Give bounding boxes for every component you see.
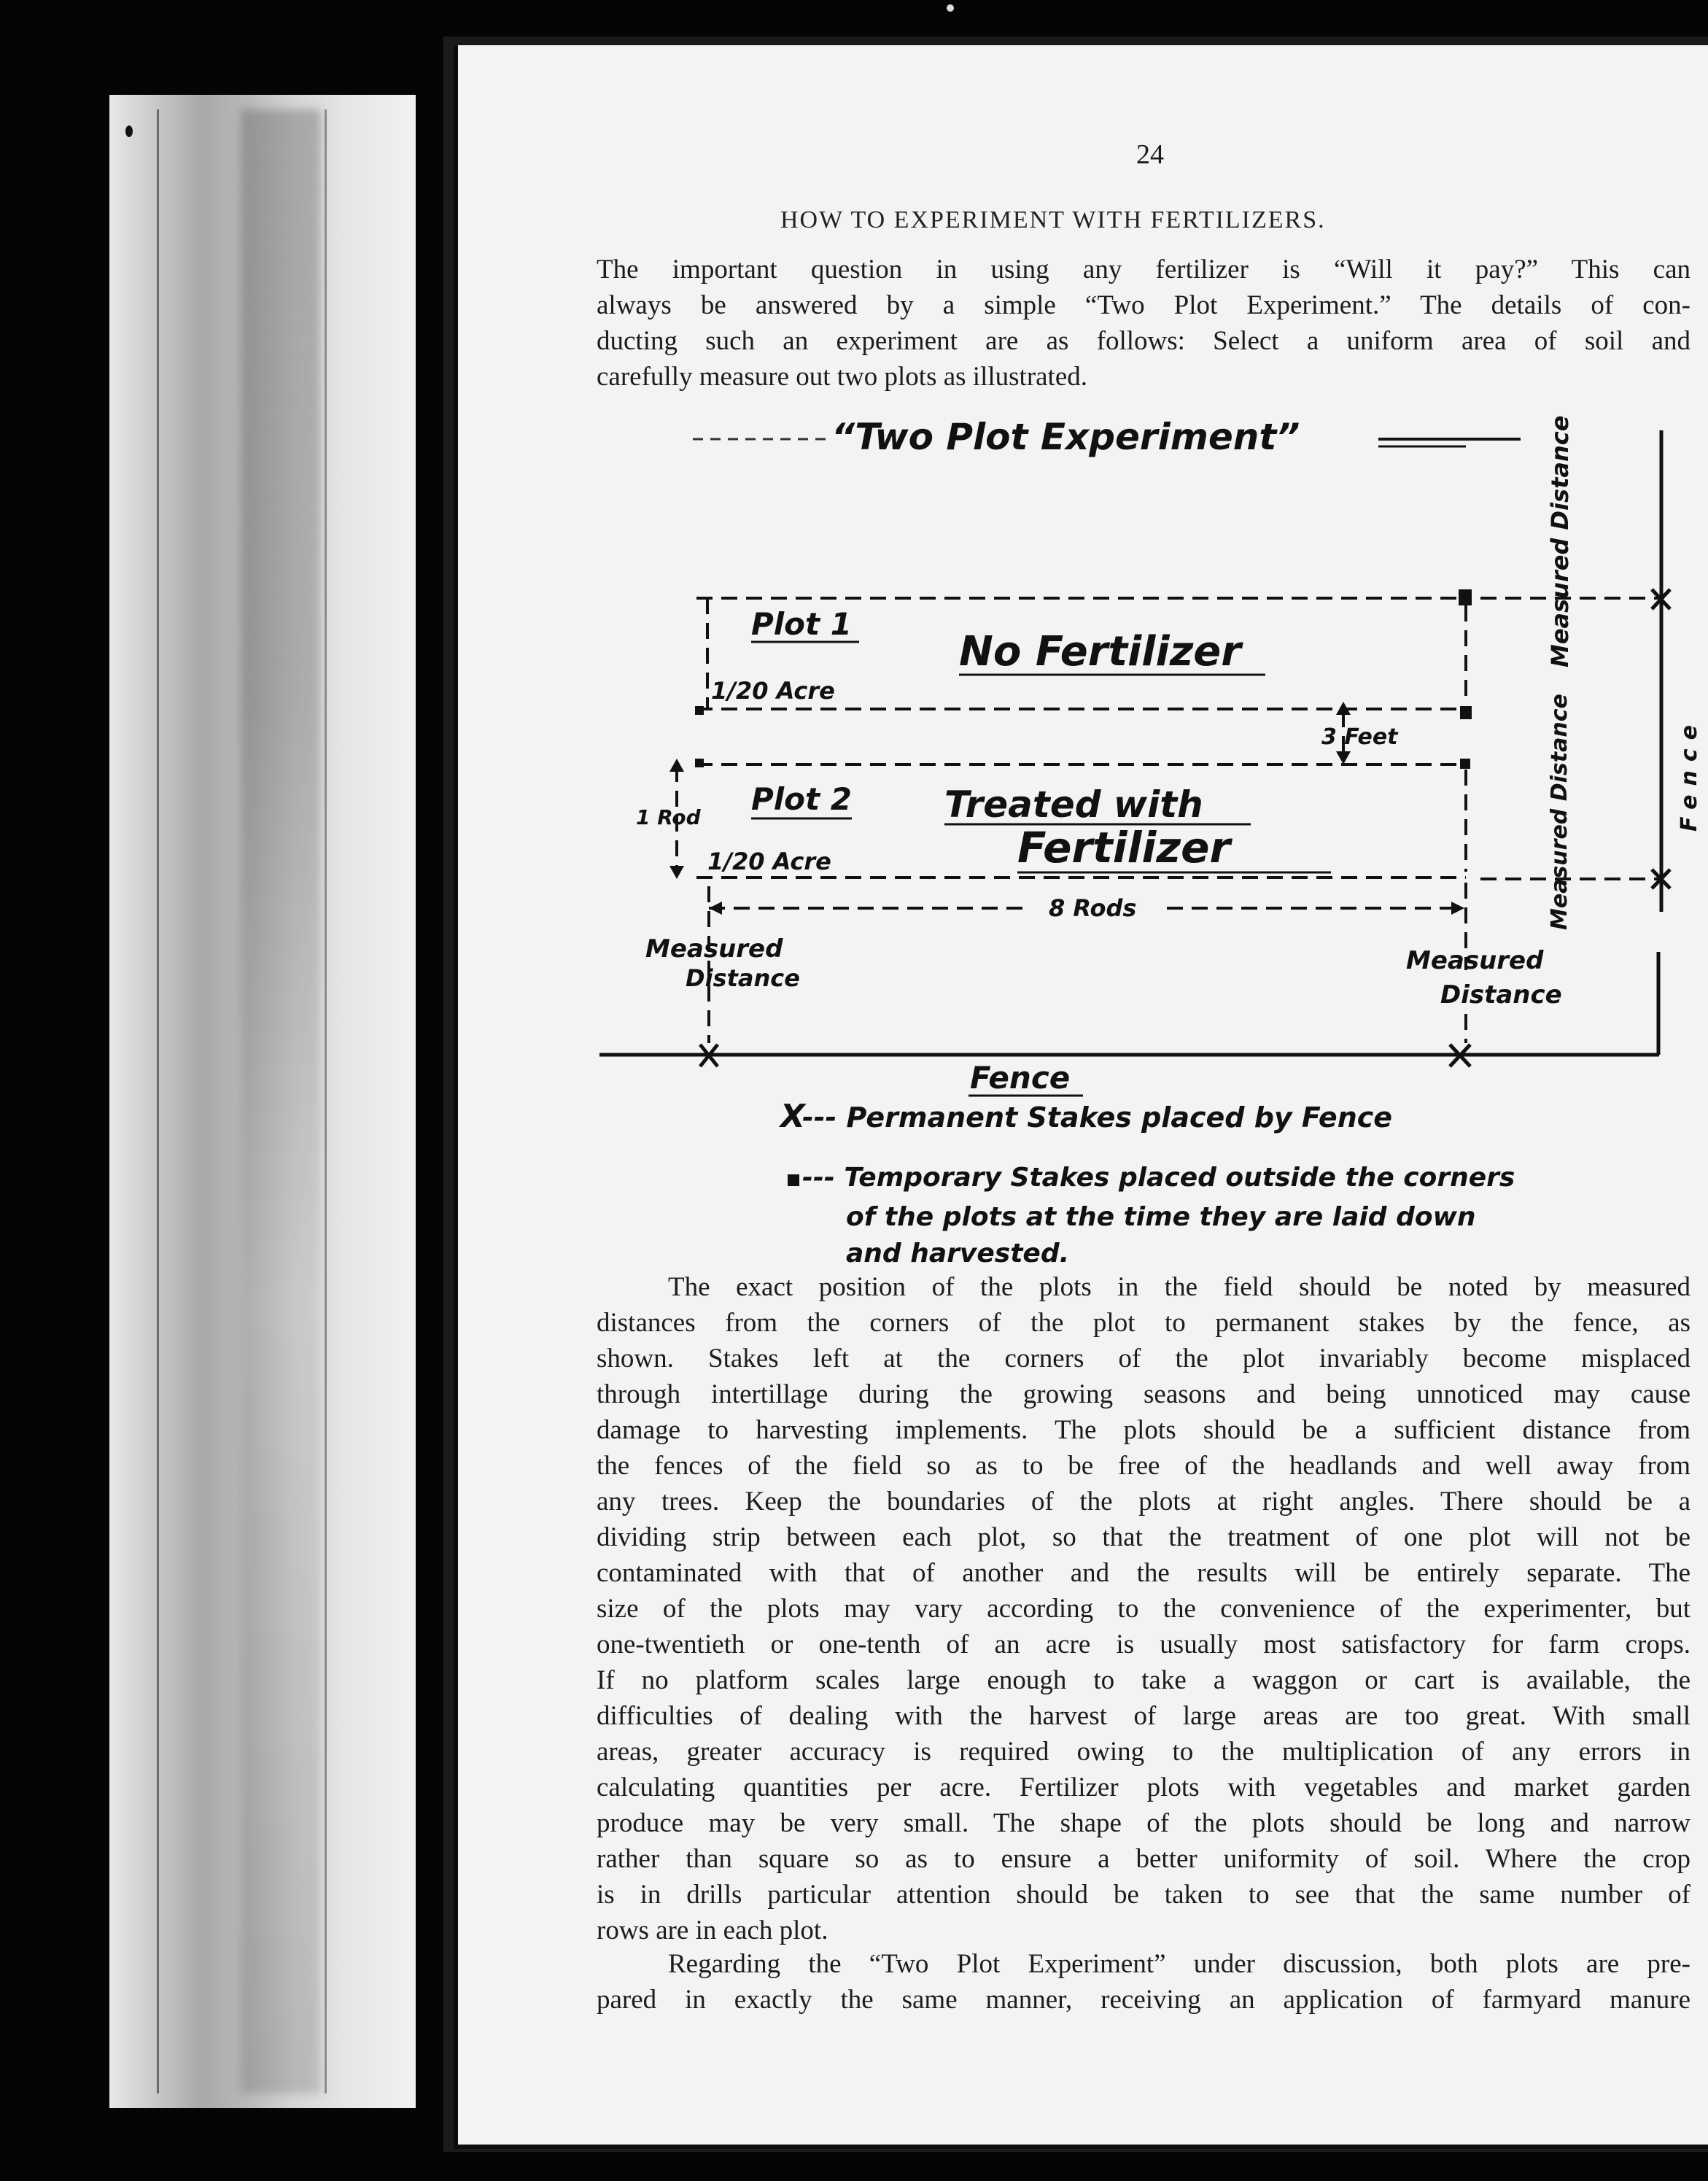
fence-right-label: Fence bbox=[1677, 716, 1702, 832]
text-line: rows are in each plot. bbox=[597, 1915, 828, 1945]
text-line: shown. Stakes left at the corners of the plot invariably become misplaced bbox=[597, 1344, 1690, 1374]
text-line: difficulties of dealing with the harvest of large areas are too great. With small bbox=[597, 1701, 1690, 1731]
section-heading: HOW TO EXPERIMENT WITH FERTILIZERS. bbox=[780, 206, 1326, 233]
legend-temporary-symbol bbox=[788, 1174, 799, 1186]
length-label: 8 Rods bbox=[1049, 894, 1137, 922]
text-line: dividing strip between each plot, so that the treatment of one plot will not be bbox=[597, 1522, 1690, 1552]
plot1-label: Plot 1 bbox=[751, 606, 852, 642]
page-number: 24 bbox=[1136, 139, 1164, 170]
text-line: is in drills particular attention should be taken to see that the same number of bbox=[597, 1880, 1690, 1910]
plot2-treatment-line2: Fertilizer bbox=[1017, 823, 1231, 872]
legend-temporary-line2: of the plots at the time they are laid down bbox=[846, 1202, 1476, 1232]
text-line: produce may be very small. The shape of the plots should be long and narrow bbox=[597, 1808, 1690, 1838]
text-line: The important question in using any fertilizer is “Will it pay?” This can bbox=[597, 255, 1690, 284]
text-line: calculating quantities per acre. Fertilizer plots with vegetables and market garden bbox=[597, 1773, 1690, 1802]
plot2-label: Plot 2 bbox=[751, 781, 852, 817]
text-line: any trees. Keep the boundaries of the plots at right angles. There should be a bbox=[597, 1487, 1690, 1516]
text-line: rather than square so as to ensure a better uniformity of soil. Where the crop bbox=[597, 1844, 1690, 1874]
text-line: through intertillage during the growing seasons and being unnoticed may cause bbox=[597, 1379, 1690, 1409]
plot2-treatment-line1: Treated with bbox=[944, 783, 1203, 826]
text-line: damage to harvesting implements. The plots should be a sufficient distance from bbox=[597, 1415, 1690, 1445]
text-line: contaminated with that of another and the results will be entirely separate. The bbox=[597, 1558, 1690, 1588]
closing-paragraph bbox=[597, 1946, 1690, 2018]
plot1-treatment: No Fertilizer bbox=[959, 628, 1241, 675]
text-line: always be answered by a simple “Two Plot Experiment.” The details of con- bbox=[597, 290, 1690, 320]
legend-temporary-line1: --- Temporary Stakes placed outside the corners bbox=[802, 1163, 1515, 1193]
measured-distance-left-line2: Distance bbox=[686, 964, 800, 992]
measured-distance-top: Measured Distance bbox=[1546, 415, 1574, 667]
text-line: ducting such an experiment are as follows: Select a uniform area of soil and bbox=[597, 326, 1690, 356]
text-line: If no platform scales large enough to take a waggon or cart is available, the bbox=[597, 1665, 1690, 1695]
text-line: carefully measure out two plots as illustrated. bbox=[597, 362, 1088, 392]
plot2-area: 1/20 Acre bbox=[707, 848, 831, 875]
text-line: distances from the corners of the plot to permanent stakes by the fence, as bbox=[597, 1308, 1690, 1338]
text-line: one-twentieth or one-tenth of an acre is usually most satisfactory for farm crops. bbox=[597, 1630, 1690, 1659]
text-line: Regarding the “Two Plot Experiment” under discussion, both plots are pre- bbox=[668, 1949, 1690, 1979]
text-line: The exact position of the plots in the field should be noted by measured bbox=[668, 1272, 1690, 1302]
gap-label: 3 Feet bbox=[1321, 724, 1398, 750]
legend-permanent-symbol: X bbox=[780, 1098, 805, 1135]
legend-temporary-line3: and harvested. bbox=[846, 1239, 1070, 1268]
text-line: size of the plots may vary according to the convenience of the experimenter, but bbox=[597, 1594, 1690, 1624]
measured-distance-mid-line1: Measured bbox=[1406, 946, 1544, 975]
measured-distance-bottom: Measured Distance bbox=[1547, 694, 1572, 930]
plot1-area: 1/20 Acre bbox=[711, 677, 835, 705]
text-line: the fences of the field so as to be free of the headlands and well away from bbox=[597, 1451, 1690, 1481]
measured-distance-mid-line2: Distance bbox=[1440, 980, 1562, 1010]
measured-distance-left-line1: Measured bbox=[645, 934, 783, 964]
body-paragraph bbox=[597, 1269, 1690, 1948]
text-line: areas, greater accuracy is required owing to the multiplication of any errors in bbox=[597, 1737, 1690, 1767]
diagram-title-text: “Two Plot Experiment” bbox=[831, 416, 1300, 458]
legend-permanent: --- Permanent Stakes placed by Fence bbox=[802, 1101, 1393, 1134]
diagram-title bbox=[693, 416, 1521, 458]
fence-bottom-label: Fence bbox=[970, 1060, 1071, 1096]
text-line: pared in exactly the same manner, receiving an application of farmyard manure bbox=[597, 1985, 1690, 2015]
width-label: 1 Rod bbox=[636, 805, 701, 829]
